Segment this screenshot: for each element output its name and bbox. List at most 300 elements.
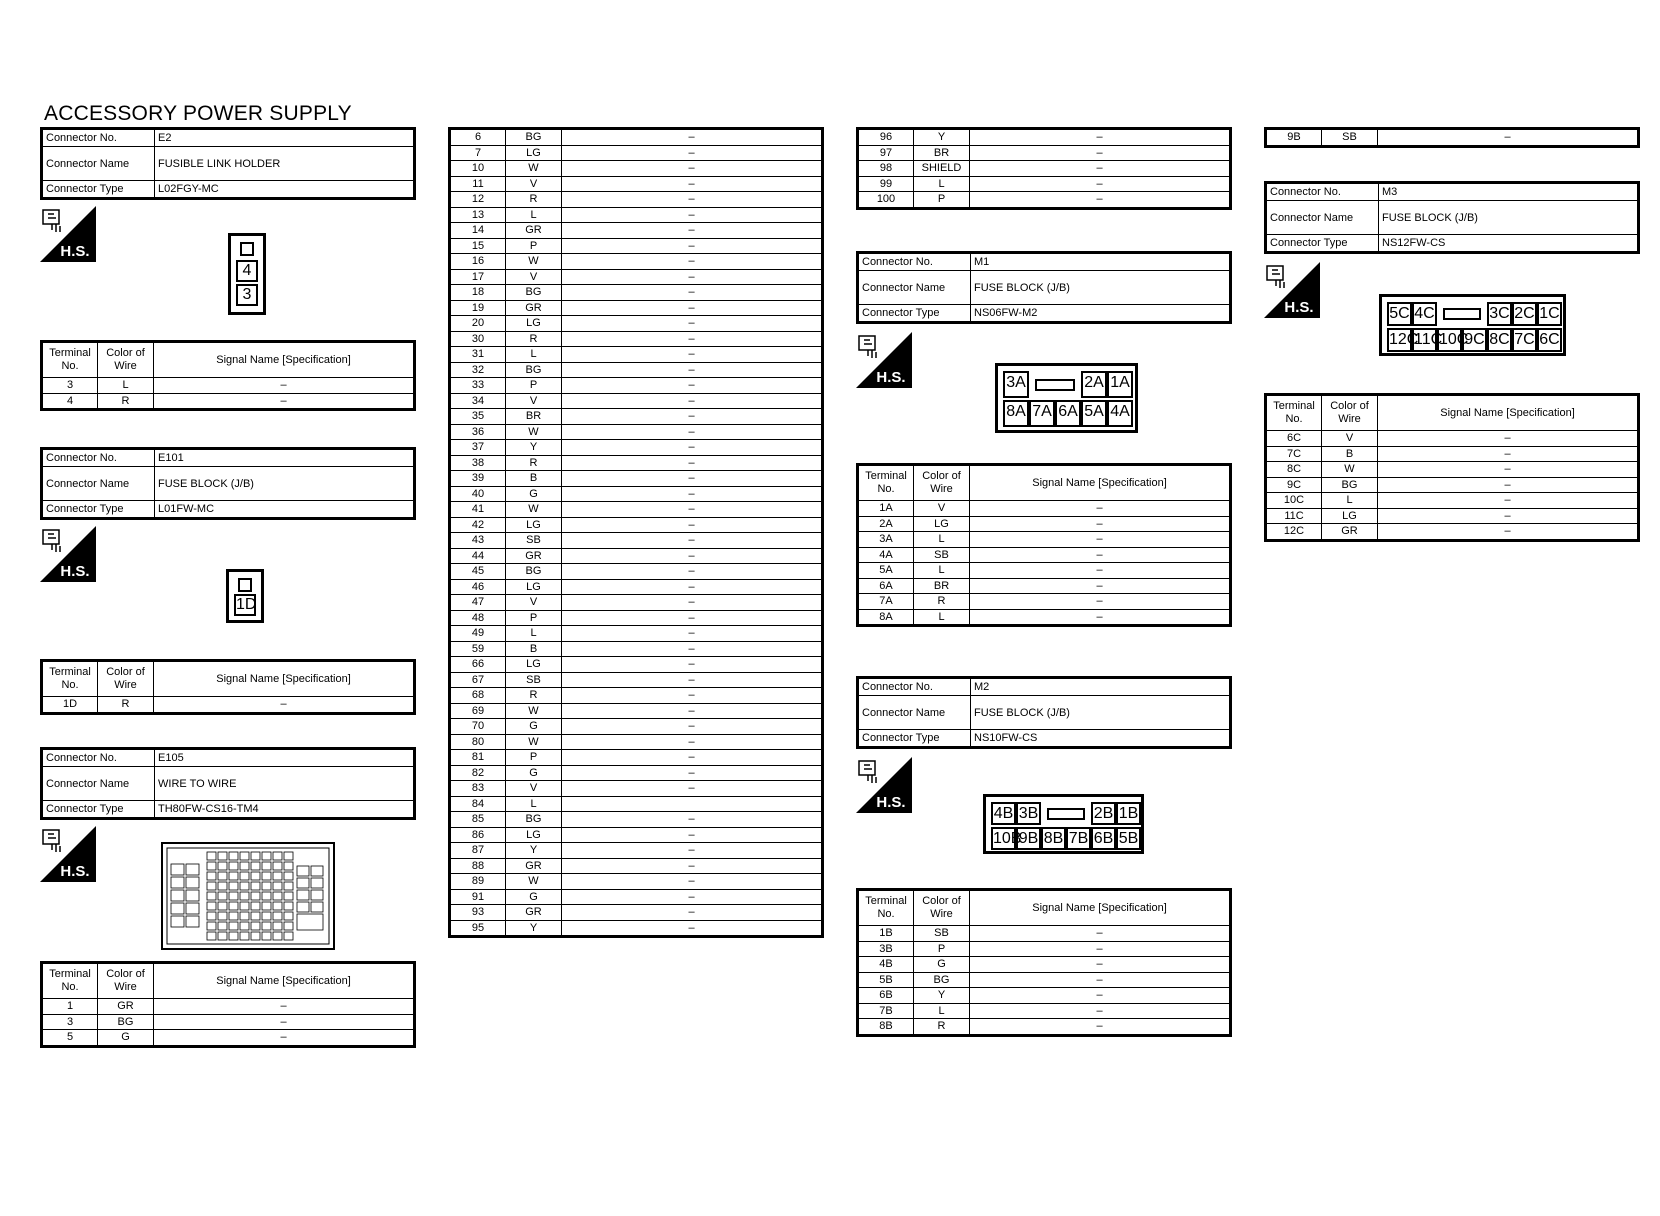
wire-color-cell: R: [506, 688, 562, 704]
wire-color-cell: V: [506, 393, 562, 409]
signal-cell: –: [562, 579, 823, 595]
terminal-no-cell: 96: [858, 129, 914, 146]
table-row: [450, 440, 823, 456]
table-row: [450, 161, 823, 177]
signal-cell: –: [970, 594, 1231, 610]
signal-cell: –: [562, 471, 823, 487]
terminal-no-cell: 42: [450, 517, 506, 533]
terminal-no-cell: 86: [450, 827, 506, 843]
signal-cell: –: [970, 578, 1231, 594]
terminal-cavity: 10B: [991, 827, 1016, 850]
terminal-cavity: 6C: [1537, 328, 1562, 352]
terminal-no-cell: 80: [450, 734, 506, 750]
label: Connector Name: [42, 147, 155, 181]
terminal-no-cell: 12C: [1266, 524, 1322, 541]
label: Connector Type: [42, 801, 155, 819]
wire-color-cell: B: [1322, 446, 1378, 462]
terminal-no-cell: 14: [450, 223, 506, 239]
connector-info-e2: [40, 127, 416, 200]
table-row: [42, 1030, 415, 1047]
signal-cell: –: [562, 517, 823, 533]
terminal-no-cell: 69: [450, 703, 506, 719]
table-row: [42, 1014, 415, 1030]
table-row: [450, 719, 823, 735]
terminal-no-cell: 12: [450, 192, 506, 208]
signal-cell: –: [562, 920, 823, 937]
terminal-cavity: 4: [236, 260, 258, 282]
terminal-no-cell: 43: [450, 533, 506, 549]
terminal-no-cell: 4B: [858, 957, 914, 973]
wire-color-cell: G: [914, 957, 970, 973]
terminal-no-cell: 3: [42, 378, 98, 394]
signal-header: Signal Name [Specification]: [154, 963, 415, 999]
table-row: [450, 858, 823, 874]
wire-color-cell: R: [98, 697, 154, 714]
table-row: [450, 812, 823, 828]
table-row: [858, 926, 1231, 942]
wire-color-cell: LG: [506, 657, 562, 673]
signal-cell: –: [562, 874, 823, 890]
terminal-cavity: 3: [236, 284, 258, 306]
connector-info-m3: [1264, 181, 1640, 254]
table-row: [450, 223, 823, 239]
signal-cell: –: [1378, 129, 1639, 147]
wire-color-cell: V: [506, 595, 562, 611]
signal-cell: –: [562, 378, 823, 394]
signal-cell: –: [562, 889, 823, 905]
wire-color-cell: LG: [506, 517, 562, 533]
terminal-no-cell: 100: [858, 192, 914, 209]
label: Connector Type: [858, 730, 971, 748]
wire-color-cell: W: [506, 874, 562, 890]
signal-cell: –: [562, 223, 823, 239]
terminal-no-header: Terminal No.: [42, 963, 98, 999]
signal-cell: –: [1378, 493, 1639, 509]
terminal-no-cell: 5: [42, 1030, 98, 1047]
wire-color-cell: R: [506, 455, 562, 471]
table-row: [450, 920, 823, 937]
signal-cell: –: [1378, 462, 1639, 478]
signal-cell: –: [1378, 477, 1639, 493]
table-row: [450, 579, 823, 595]
terminal-no-cell: 3: [42, 1014, 98, 1030]
signal-cell: –: [562, 129, 823, 146]
table-row: [42, 378, 415, 394]
table-row: [450, 455, 823, 471]
harness-side-icon: [856, 757, 912, 813]
connector-type: TH80FW-CS16-TM4: [155, 801, 415, 819]
table-row: [858, 129, 1231, 146]
color-header: Color of Wire: [1322, 395, 1378, 431]
connector-key: [1035, 379, 1075, 391]
terminal-no-cell: 8C: [1266, 462, 1322, 478]
wire-color-cell: G: [506, 889, 562, 905]
terminal-no-cell: 10C: [1266, 493, 1322, 509]
table-row: [1266, 129, 1639, 147]
terminal-no-cell: 4A: [858, 547, 914, 563]
terminal-no-cell: 5B: [858, 972, 914, 988]
table-row: [858, 1019, 1231, 1036]
signal-cell: –: [562, 858, 823, 874]
label: Connector No.: [42, 129, 155, 147]
signal-cell: –: [562, 672, 823, 688]
terminal-no-cell: 97: [858, 145, 914, 161]
signal-cell: –: [562, 300, 823, 316]
color-header: Color of Wire: [914, 890, 970, 926]
terminal-no-cell: 6: [450, 129, 506, 146]
wire-color-cell: G: [506, 486, 562, 502]
connector-face-m2: [983, 794, 1144, 854]
signal-cell: –: [562, 486, 823, 502]
signal-cell: –: [154, 393, 415, 410]
connector-name: FUSE BLOCK (J/B): [155, 467, 415, 501]
signal-cell: –: [562, 254, 823, 270]
wire-color-cell: L: [98, 378, 154, 394]
table-row: [450, 533, 823, 549]
signal-cell: –: [1378, 431, 1639, 447]
wire-color-cell: P: [914, 192, 970, 209]
connector-no: E101: [155, 449, 415, 467]
terminal-cavity: 9C: [1462, 328, 1487, 352]
signal-cell: [562, 796, 823, 812]
table-row: [450, 424, 823, 440]
label: Connector Name: [42, 767, 155, 801]
table-row: [450, 874, 823, 890]
connector-type: L01FW-MC: [155, 501, 415, 519]
page-title: ACCESSORY POWER SUPPLY: [44, 102, 352, 125]
connector-type: L02FGY-MC: [155, 181, 415, 199]
terminal-no-cell: 40: [450, 486, 506, 502]
terminal-table-e105: [40, 961, 416, 1048]
wire-color-cell: L: [914, 563, 970, 579]
harness-side-label: H.S.: [876, 369, 906, 386]
table-row: [42, 999, 415, 1015]
terminal-no-cell: 41: [450, 502, 506, 518]
terminal-cavity: 4B: [991, 802, 1016, 825]
terminal-no-cell: 15: [450, 238, 506, 254]
signal-cell: –: [154, 999, 415, 1015]
terminal-no-cell: 8B: [858, 1019, 914, 1036]
signal-cell: –: [562, 161, 823, 177]
terminal-table-m2: [856, 888, 1232, 1037]
terminal-no-cell: 1: [42, 999, 98, 1015]
connector-key: [238, 578, 252, 592]
terminal-no-cell: 68: [450, 688, 506, 704]
terminal-cavity: 5B: [1116, 827, 1141, 850]
label: Connector Type: [42, 501, 155, 519]
signal-cell: –: [562, 564, 823, 580]
wire-color-cell: W: [506, 254, 562, 270]
terminal-no-cell: 4: [42, 393, 98, 410]
signal-cell: –: [970, 563, 1231, 579]
connector-info-e101: [40, 447, 416, 520]
label: Connector No.: [858, 678, 971, 696]
signal-cell: –: [562, 409, 823, 425]
wire-color-cell: BG: [98, 1014, 154, 1030]
terminal-table-m3: [1264, 393, 1640, 542]
wire-color-cell: G: [506, 765, 562, 781]
terminal-no-cell: 10: [450, 161, 506, 177]
wire-color-cell: L: [506, 796, 562, 812]
table-row: [858, 532, 1231, 548]
connector-face-e101: [226, 569, 264, 623]
label: Connector Name: [42, 467, 155, 501]
terminal-table-m1: [856, 463, 1232, 627]
table-row: [450, 657, 823, 673]
signal-cell: –: [562, 393, 823, 409]
terminal-cavity: 5C: [1387, 302, 1412, 326]
table-row: [450, 688, 823, 704]
table-row: [450, 378, 823, 394]
wire-color-cell: L: [506, 207, 562, 223]
table-row: [858, 578, 1231, 594]
terminal-no-cell: 45: [450, 564, 506, 580]
terminal-no-cell: 20: [450, 316, 506, 332]
table-row: [450, 316, 823, 332]
signal-cell: –: [562, 176, 823, 192]
signal-header: Signal Name [Specification]: [970, 465, 1231, 501]
terminal-cavity: 11C: [1412, 328, 1437, 352]
signal-cell: –: [1378, 524, 1639, 541]
terminal-table-e105-continued: [448, 127, 824, 938]
harness-side-label: H.S.: [60, 863, 90, 880]
terminal-no-cell: 7C: [1266, 446, 1322, 462]
table-row: [450, 734, 823, 750]
terminal-no-cell: 98: [858, 161, 914, 177]
signal-cell: –: [562, 781, 823, 797]
terminal-cavity: 8C: [1487, 328, 1512, 352]
terminal-no-cell: 49: [450, 626, 506, 642]
signal-cell: –: [970, 516, 1231, 532]
signal-cell: –: [970, 192, 1231, 209]
terminal-no-cell: 2A: [858, 516, 914, 532]
label: Connector Name: [858, 696, 971, 730]
signal-cell: –: [562, 269, 823, 285]
wire-color-cell: P: [506, 610, 562, 626]
wire-color-cell: SB: [914, 926, 970, 942]
signal-cell: –: [970, 161, 1231, 177]
table-row: [450, 129, 823, 146]
wire-color-cell: GR: [506, 858, 562, 874]
wire-color-cell: G: [98, 1030, 154, 1047]
table-row: [1266, 508, 1639, 524]
signal-cell: –: [562, 688, 823, 704]
signal-cell: –: [562, 207, 823, 223]
wire-color-cell: W: [1322, 462, 1378, 478]
terminal-no-cell: 89: [450, 874, 506, 890]
wire-color-cell: W: [506, 161, 562, 177]
connector-name: FUSE BLOCK (J/B): [1379, 201, 1639, 235]
harness-side-icon: [40, 526, 96, 582]
color-header: Color of Wire: [98, 963, 154, 999]
table-row: [450, 548, 823, 564]
terminal-cavity: 3B: [1016, 802, 1041, 825]
connector-type: NS10FW-CS: [971, 730, 1231, 748]
wire-color-cell: LG: [506, 579, 562, 595]
wire-color-cell: W: [506, 424, 562, 440]
wire-color-cell: BG: [914, 972, 970, 988]
terminal-table-e101: [40, 659, 416, 715]
terminal-cavity: 1C: [1537, 302, 1562, 326]
wire-color-cell: Y: [914, 988, 970, 1004]
signal-cell: –: [562, 595, 823, 611]
wire-color-cell: LG: [506, 145, 562, 161]
wire-color-cell: SB: [1322, 129, 1378, 147]
connector-face-m1: [995, 363, 1138, 433]
connector-info-m2: [856, 676, 1232, 749]
connector-name: FUSE BLOCK (J/B): [971, 696, 1231, 730]
wire-color-cell: SHIELD: [914, 161, 970, 177]
wire-color-cell: GR: [1322, 524, 1378, 541]
wire-color-cell: LG: [1322, 508, 1378, 524]
terminal-no-cell: 7A: [858, 594, 914, 610]
table-row: [450, 207, 823, 223]
terminal-no-cell: 1D: [42, 697, 98, 714]
label: Connector No.: [858, 253, 971, 271]
table-row: [450, 827, 823, 843]
wire-color-cell: Y: [914, 129, 970, 146]
connector-type: NS12FW-CS: [1379, 235, 1639, 253]
wire-color-cell: BG: [506, 285, 562, 301]
terminal-no-cell: 3B: [858, 941, 914, 957]
wire-color-cell: R: [98, 393, 154, 410]
signal-cell: –: [970, 941, 1231, 957]
table-row: [450, 796, 823, 812]
table-row: [450, 641, 823, 657]
terminal-cavity: 6A: [1055, 400, 1081, 427]
terminal-no-cell: 17: [450, 269, 506, 285]
terminal-no-cell: 9C: [1266, 477, 1322, 493]
wire-color-cell: BG: [506, 564, 562, 580]
terminal-no-cell: 3A: [858, 532, 914, 548]
terminal-no-cell: 31: [450, 347, 506, 363]
terminal-cavity: 7B: [1066, 827, 1091, 850]
terminal-no-cell: 93: [450, 905, 506, 921]
terminal-no-cell: 84: [450, 796, 506, 812]
connector-face-e2: [228, 233, 266, 315]
terminal-cavity: 2A: [1081, 371, 1107, 398]
terminal-no-cell: 82: [450, 765, 506, 781]
terminal-no-cell: 83: [450, 781, 506, 797]
connector-key: [1443, 308, 1481, 320]
signal-cell: –: [970, 129, 1231, 146]
wire-color-cell: V: [506, 176, 562, 192]
table-row: [450, 176, 823, 192]
signal-cell: –: [1378, 508, 1639, 524]
harness-side-icon: [856, 332, 912, 388]
table-row: [450, 347, 823, 363]
terminal-no-cell: 99: [858, 176, 914, 192]
wire-color-cell: BR: [506, 409, 562, 425]
terminal-no-cell: 11C: [1266, 508, 1322, 524]
terminal-no-cell: 11: [450, 176, 506, 192]
table-row: [450, 703, 823, 719]
wire-color-cell: BR: [914, 145, 970, 161]
wire-color-cell: R: [506, 331, 562, 347]
wire-color-cell: R: [914, 594, 970, 610]
connector-key: [240, 242, 254, 256]
wire-color-cell: GR: [506, 548, 562, 564]
table-row: [450, 750, 823, 766]
table-row: [858, 957, 1231, 973]
signal-cell: –: [970, 176, 1231, 192]
table-row: [1266, 493, 1639, 509]
terminal-no-cell: 7: [450, 145, 506, 161]
signal-cell: –: [562, 610, 823, 626]
terminal-no-cell: 70: [450, 719, 506, 735]
harness-side-label: H.S.: [60, 563, 90, 580]
signal-cell: –: [970, 501, 1231, 517]
table-row: [1266, 446, 1639, 462]
wire-color-cell: GR: [506, 905, 562, 921]
wire-color-cell: V: [506, 781, 562, 797]
table-row: [450, 626, 823, 642]
signal-cell: –: [562, 316, 823, 332]
wire-color-cell: LG: [914, 516, 970, 532]
wire-color-cell: BR: [914, 578, 970, 594]
signal-cell: –: [562, 843, 823, 859]
table-row: [450, 672, 823, 688]
signal-cell: –: [562, 765, 823, 781]
wire-color-cell: GR: [506, 300, 562, 316]
signal-cell: –: [562, 440, 823, 456]
signal-cell: –: [1378, 446, 1639, 462]
table-row: [858, 516, 1231, 532]
table-row: [858, 988, 1231, 1004]
terminal-cavity: 4C: [1412, 302, 1437, 326]
signal-cell: –: [562, 812, 823, 828]
signal-cell: –: [970, 1019, 1231, 1036]
signal-cell: –: [562, 905, 823, 921]
wire-color-cell: L: [1322, 493, 1378, 509]
signal-cell: –: [562, 285, 823, 301]
terminal-cavity: 1D: [234, 594, 256, 616]
terminal-no-cell: 59: [450, 641, 506, 657]
terminal-cavity: 2C: [1512, 302, 1537, 326]
table-row: [858, 161, 1231, 177]
terminal-cavity: 3A: [1003, 371, 1029, 398]
signal-cell: –: [562, 455, 823, 471]
wire-color-cell: LG: [506, 827, 562, 843]
table-row: [450, 905, 823, 921]
terminal-table-e105-continued: [856, 127, 1232, 210]
wire-color-cell: BG: [506, 129, 562, 146]
signal-cell: –: [562, 145, 823, 161]
wire-color-cell: L: [914, 609, 970, 626]
terminal-cavity: 5A: [1081, 400, 1107, 427]
terminal-no-cell: 88: [450, 858, 506, 874]
wire-color-cell: Y: [506, 920, 562, 937]
signal-cell: –: [970, 972, 1231, 988]
terminal-cavity: 4A: [1107, 400, 1133, 427]
table-row: [450, 517, 823, 533]
table-row: [450, 409, 823, 425]
wire-color-cell: BG: [506, 362, 562, 378]
signal-cell: –: [562, 734, 823, 750]
terminal-no-cell: 7B: [858, 1003, 914, 1019]
wire-color-cell: B: [506, 641, 562, 657]
terminal-cavity: 6B: [1091, 827, 1116, 850]
signal-cell: –: [562, 641, 823, 657]
table-row: [450, 610, 823, 626]
table-row: [450, 269, 823, 285]
table-row: [450, 285, 823, 301]
table-row: [858, 563, 1231, 579]
terminal-table-e2: [40, 340, 416, 411]
terminal-no-cell: 66: [450, 657, 506, 673]
table-row: [450, 238, 823, 254]
wire-color-cell: L: [506, 347, 562, 363]
